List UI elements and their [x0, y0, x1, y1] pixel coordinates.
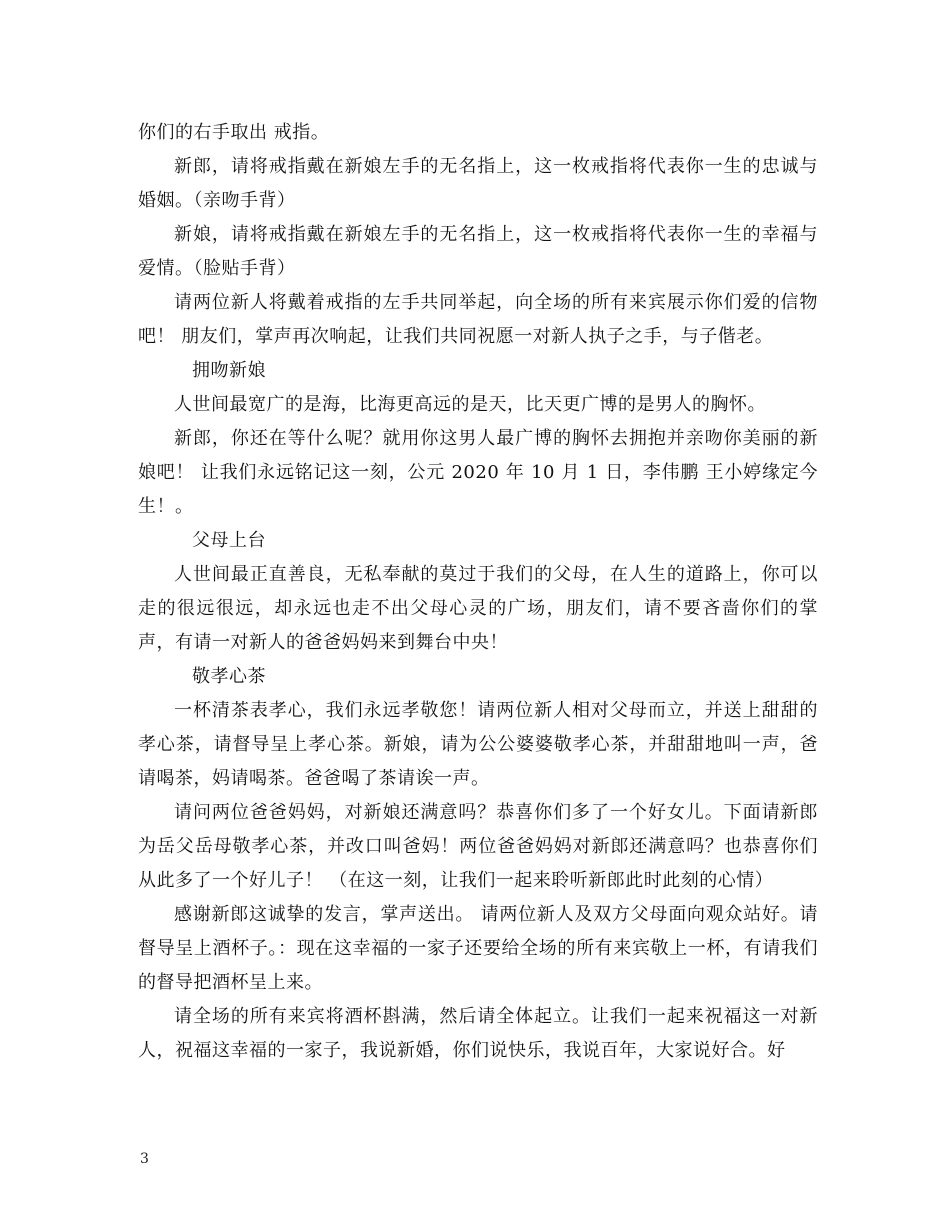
paragraph-1: 你们的右手取出 戒指。	[138, 122, 330, 143]
paragraph-8: 一杯清茶表孝心，我们永远孝敬您！请两位新人相对父母而立，并送上甜甜的孝心茶，请督导呈上孝心茶。新娘，请为公公婆婆敬孝心茶，并甜甜地叫一声，爸请喝茶，妈请喝茶。爸爸喝了茶请诶一声。	[138, 700, 818, 789]
paragraph-3: 新娘，请将戒指戴在新娘左手的无名指上，这一枚戒指将代表你一生的幸福与爱情。（脸贴手背）	[138, 224, 818, 279]
paragraph-6: 新郎，你还在等什么呢？就用你这男人最广博的胸怀去拥抱并亲吻你美丽的新娘吧！ 让我们永远铭记这一刻，公元 2020 年 10 月 1 日，李伟鹏 王小婷缘定今生！。	[138, 428, 818, 517]
paragraph-7: 人世间最正直善良，无私奉献的莫过于我们的父母，在人生的道路上，你可以走的很远很远，却永远也走不出父母心灵的广场，朋友们，请不要吝啬你们的掌声，有请一对新人的爸爸妈妈来到舞台中央！	[138, 564, 818, 653]
paragraph-4: 请两位新人将戴着戒指的左手共同举起，向全场的所有来宾展示你们爱的信物吧！ 朋友们，掌声再次响起，让我们共同祝愿一对新人执子之手，与子偕老。	[138, 292, 818, 347]
paragraph-2: 新郎，请将戒指戴在新娘左手的无名指上，这一枚戒指将代表你一生的忠诚与婚姻。（亲吻手背）	[138, 156, 818, 211]
section-heading-parents: 父母上台	[192, 530, 266, 551]
document-body	[138, 116, 818, 1068]
page-number: 3	[140, 1151, 149, 1167]
paragraph-10: 感谢新郎这诚挚的发言，掌声送出。 请两位新人及双方父母面向观众站好。请督导呈上酒杯子。：现在这幸福的一家子还要给全场的所有来宾敬上一杯，有请我们的督导把酒杯呈上来。	[138, 904, 818, 993]
paragraph-5: 人世间最宽广的是海，比海更高远的是天，比天更广博的是男人的胸怀。	[174, 394, 766, 415]
paragraph-9: 请问两位爸爸妈妈，对新娘还满意吗？恭喜你们多了一个好女儿。下面请新郎为岳父岳母敬孝心茶，并改口叫爸妈！两位爸爸妈妈对新郎还满意吗？也恭喜你们从此多了一个好儿子！ （在这一刻，让我们一起来聆听新郎此时此刻的心情）	[138, 802, 818, 891]
section-heading-tea: 敬孝心茶	[192, 666, 266, 687]
paragraph-11: 请全场的所有来宾将酒杯斟满，然后请全体起立。让我们一起来祝福这一对新人，祝福这幸福的一家子，我说新婚，你们说快乐，我说百年，大家说好合。好	[138, 1006, 818, 1061]
section-heading-kiss-bride: 拥吻新娘	[192, 360, 266, 381]
